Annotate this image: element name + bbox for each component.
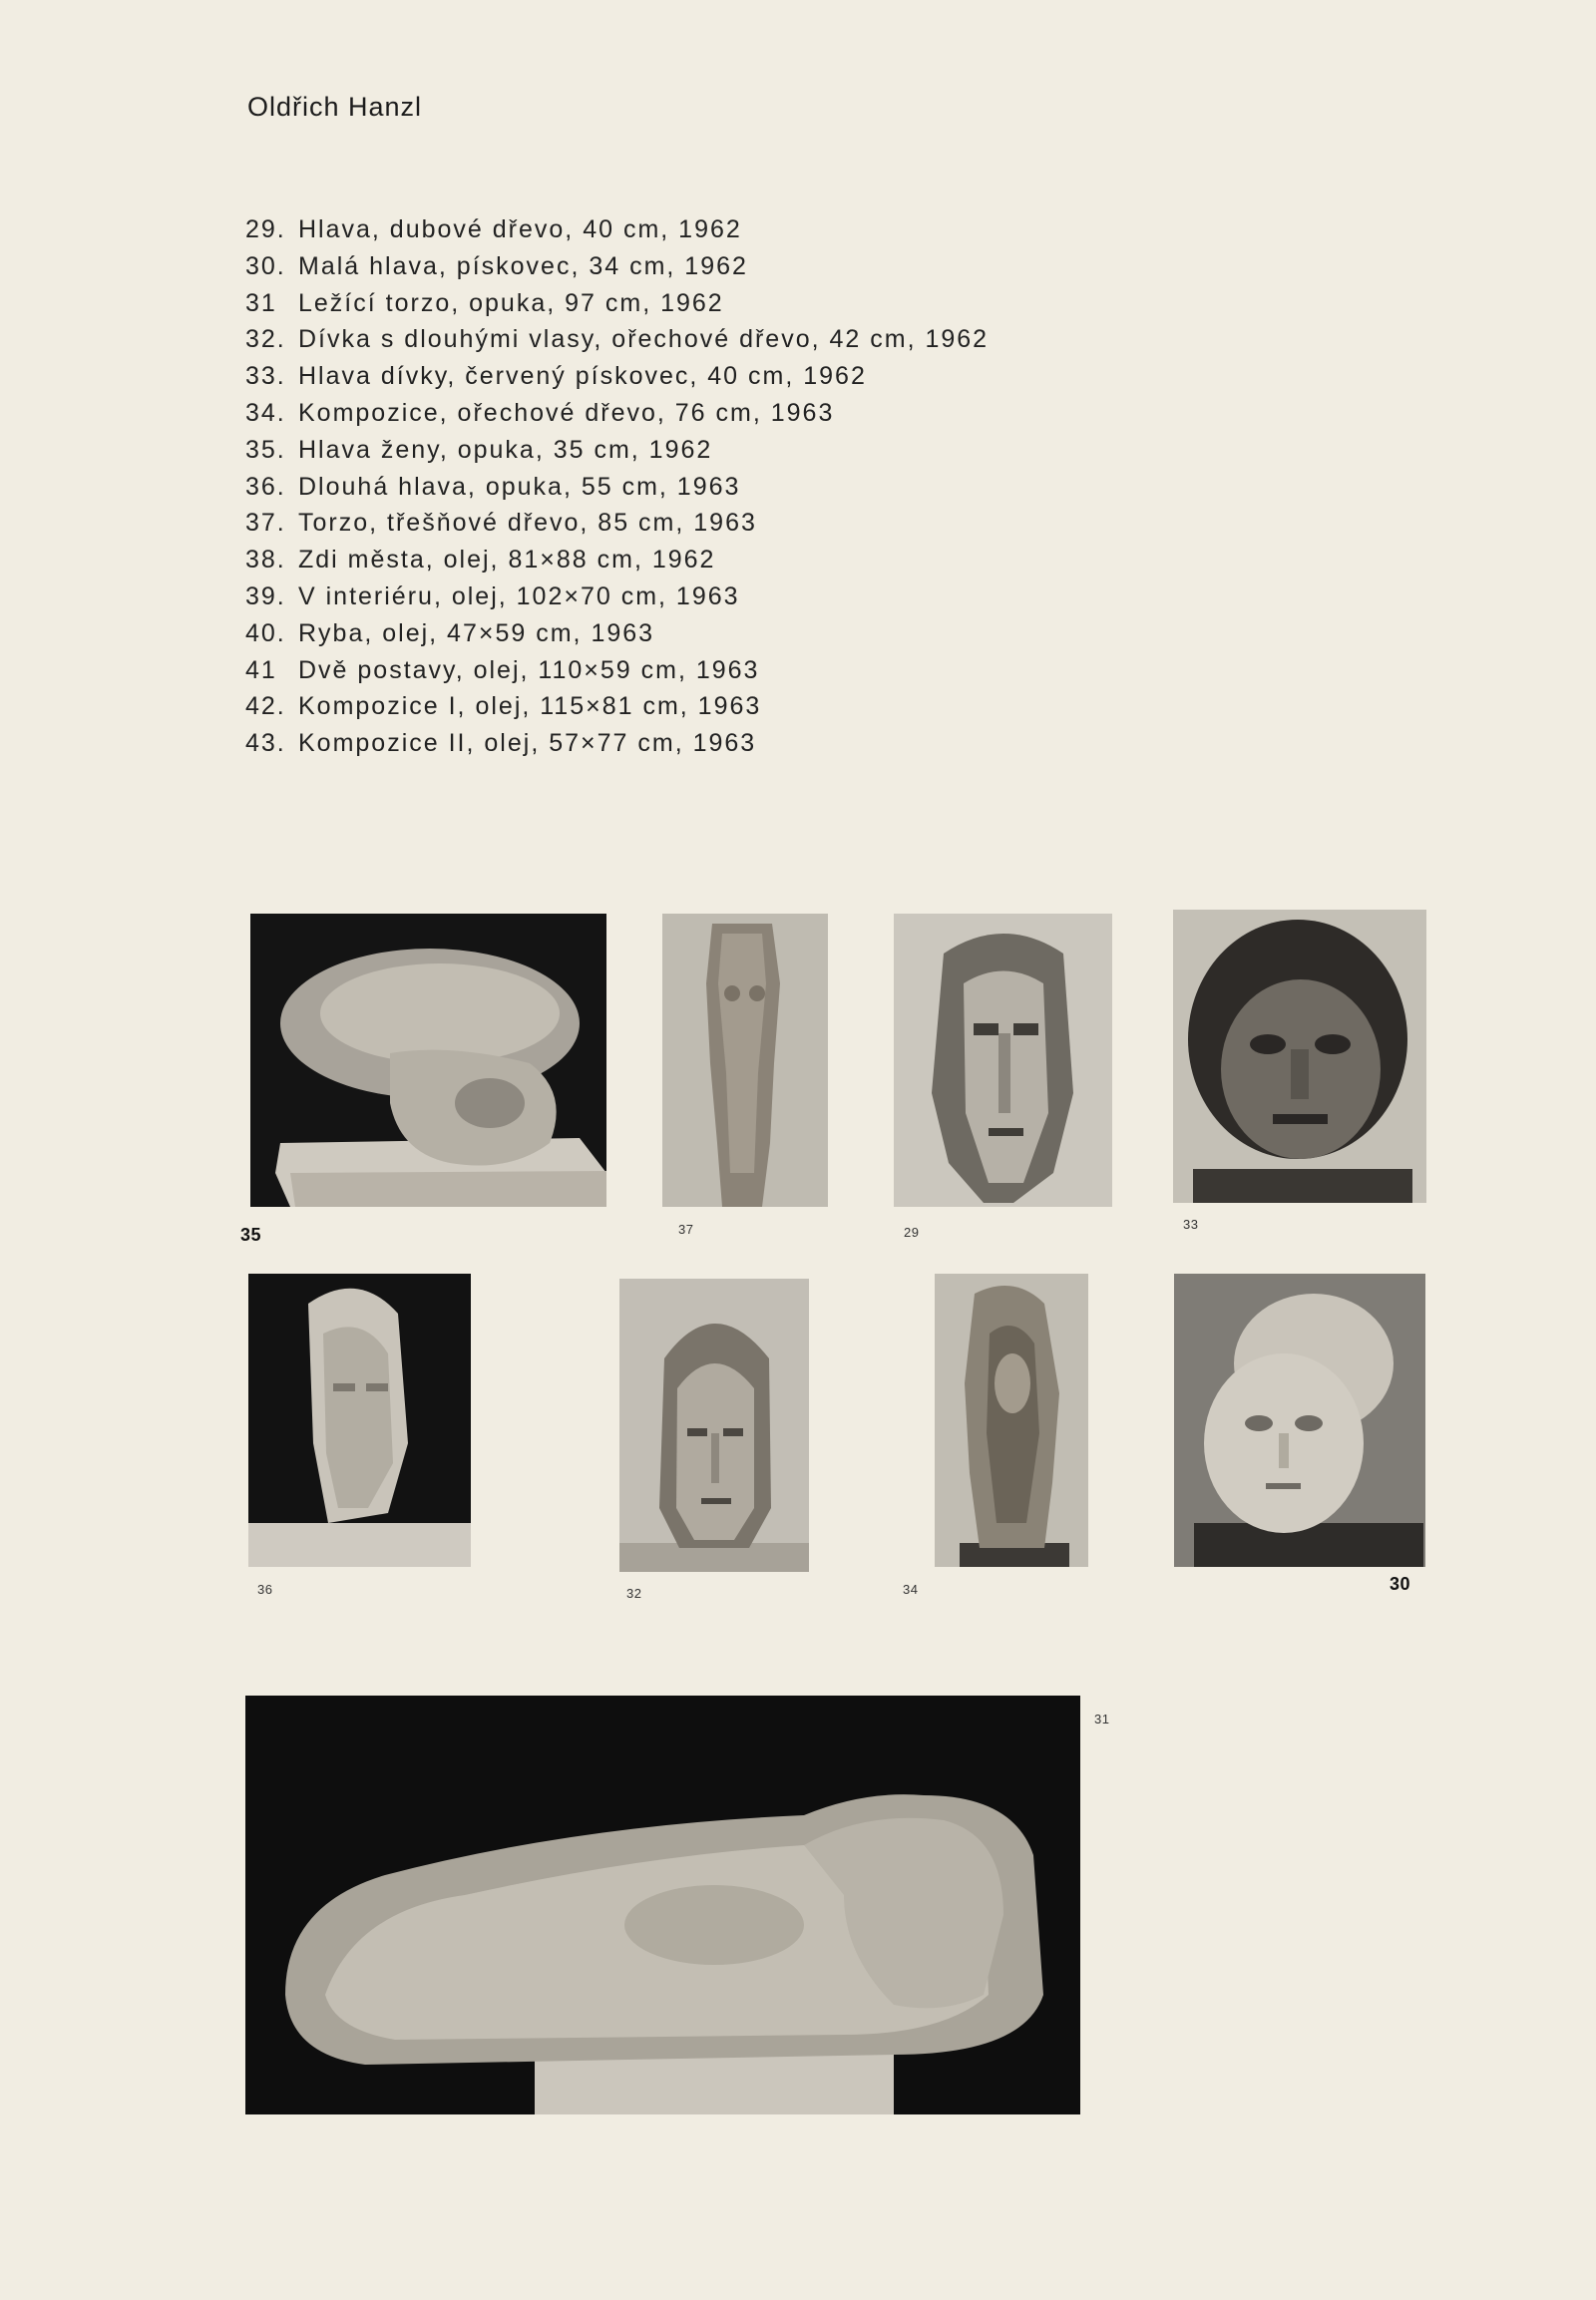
item-number: 42.	[245, 692, 286, 721]
item-number: 29.	[245, 215, 286, 243]
photo-sculpture-32	[619, 1279, 809, 1572]
photo-sculpture-29	[894, 914, 1112, 1207]
item-text: Hlava, dubové dřevo, 40 cm, 1962	[298, 215, 742, 243]
item-text: Kompozice, ořechové dřevo, 76 cm, 1963	[298, 398, 835, 427]
caption-33: 33	[1183, 1217, 1199, 1232]
item-text: Hlava dívky, červený pískovec, 40 cm, 1962	[298, 362, 867, 391]
photo-sculpture-33	[1173, 910, 1426, 1203]
item-text: Ryba, olej, 47×59 cm, 1963	[298, 618, 655, 647]
caption-29: 29	[904, 1225, 920, 1240]
caption-37: 37	[678, 1222, 694, 1237]
item-text: Zdi města, olej, 81×88 cm, 1962	[298, 546, 716, 575]
item-number: 36.	[245, 472, 286, 501]
item-number: 35.	[245, 435, 286, 464]
photo-sculpture-37	[662, 914, 828, 1207]
photo-sculpture-30	[1174, 1274, 1425, 1567]
catalog-item	[245, 688, 989, 725]
item-text: Dívka s dlouhými vlasy, ořechové dřevo, 42 cm, 1962	[298, 325, 990, 354]
item-text: Torzo, třešňové dřevo, 85 cm, 1963	[298, 509, 757, 538]
item-text: Kompozice I, olej, 115×81 cm, 1963	[298, 692, 762, 721]
catalog-item	[245, 725, 989, 762]
catalog-item	[245, 578, 989, 615]
item-number: 43.	[245, 729, 286, 758]
item-text: Dlouhá hlava, opuka, 55 cm, 1963	[298, 472, 741, 501]
catalog-list	[245, 211, 989, 762]
item-number: 32.	[245, 325, 286, 354]
caption-34: 34	[903, 1582, 919, 1597]
caption-36: 36	[257, 1582, 273, 1597]
photo-sculpture-35	[250, 914, 606, 1207]
catalog-item	[245, 358, 989, 395]
item-number: 39.	[245, 581, 286, 610]
item-text: Hlava ženy, opuka, 35 cm, 1962	[298, 435, 713, 464]
item-text: Dvě postavy, olej, 110×59 cm, 1963	[298, 655, 760, 684]
item-number: 33.	[245, 362, 286, 391]
item-text: Ležící torzo, opuka, 97 cm, 1962	[298, 288, 724, 317]
item-number: 31	[245, 288, 277, 317]
caption-32: 32	[626, 1586, 642, 1601]
caption-30: 30	[1390, 1574, 1411, 1594]
item-number: 40.	[245, 618, 286, 647]
item-number: 41	[245, 655, 277, 684]
item-text: V interiéru, olej, 102×70 cm, 1963	[298, 581, 740, 610]
item-text: Kompozice II, olej, 57×77 cm, 1963	[298, 729, 757, 758]
catalog-item	[245, 615, 989, 652]
item-text: Malá hlava, pískovec, 34 cm, 1962	[298, 251, 748, 280]
photo-sculpture-36	[248, 1274, 471, 1567]
photo-sculpture-31	[245, 1696, 1080, 2114]
item-number: 34.	[245, 398, 286, 427]
catalog-item	[245, 652, 989, 689]
catalog-item	[245, 248, 989, 285]
item-number: 38.	[245, 546, 286, 575]
caption-35: 35	[240, 1225, 262, 1245]
catalog-item	[245, 505, 989, 542]
photo-sculpture-34	[935, 1274, 1088, 1567]
catalog-item	[245, 211, 989, 248]
catalog-item	[245, 432, 989, 469]
catalog-item	[245, 285, 989, 322]
item-number: 30.	[245, 251, 286, 280]
item-number: 37.	[245, 509, 286, 538]
catalog-item	[245, 469, 989, 506]
catalog-item	[245, 321, 989, 358]
caption-31: 31	[1094, 1712, 1110, 1726]
author-name: Oldřich Hanzl	[247, 92, 423, 122]
catalog-item	[245, 395, 989, 432]
catalog-item	[245, 542, 989, 578]
